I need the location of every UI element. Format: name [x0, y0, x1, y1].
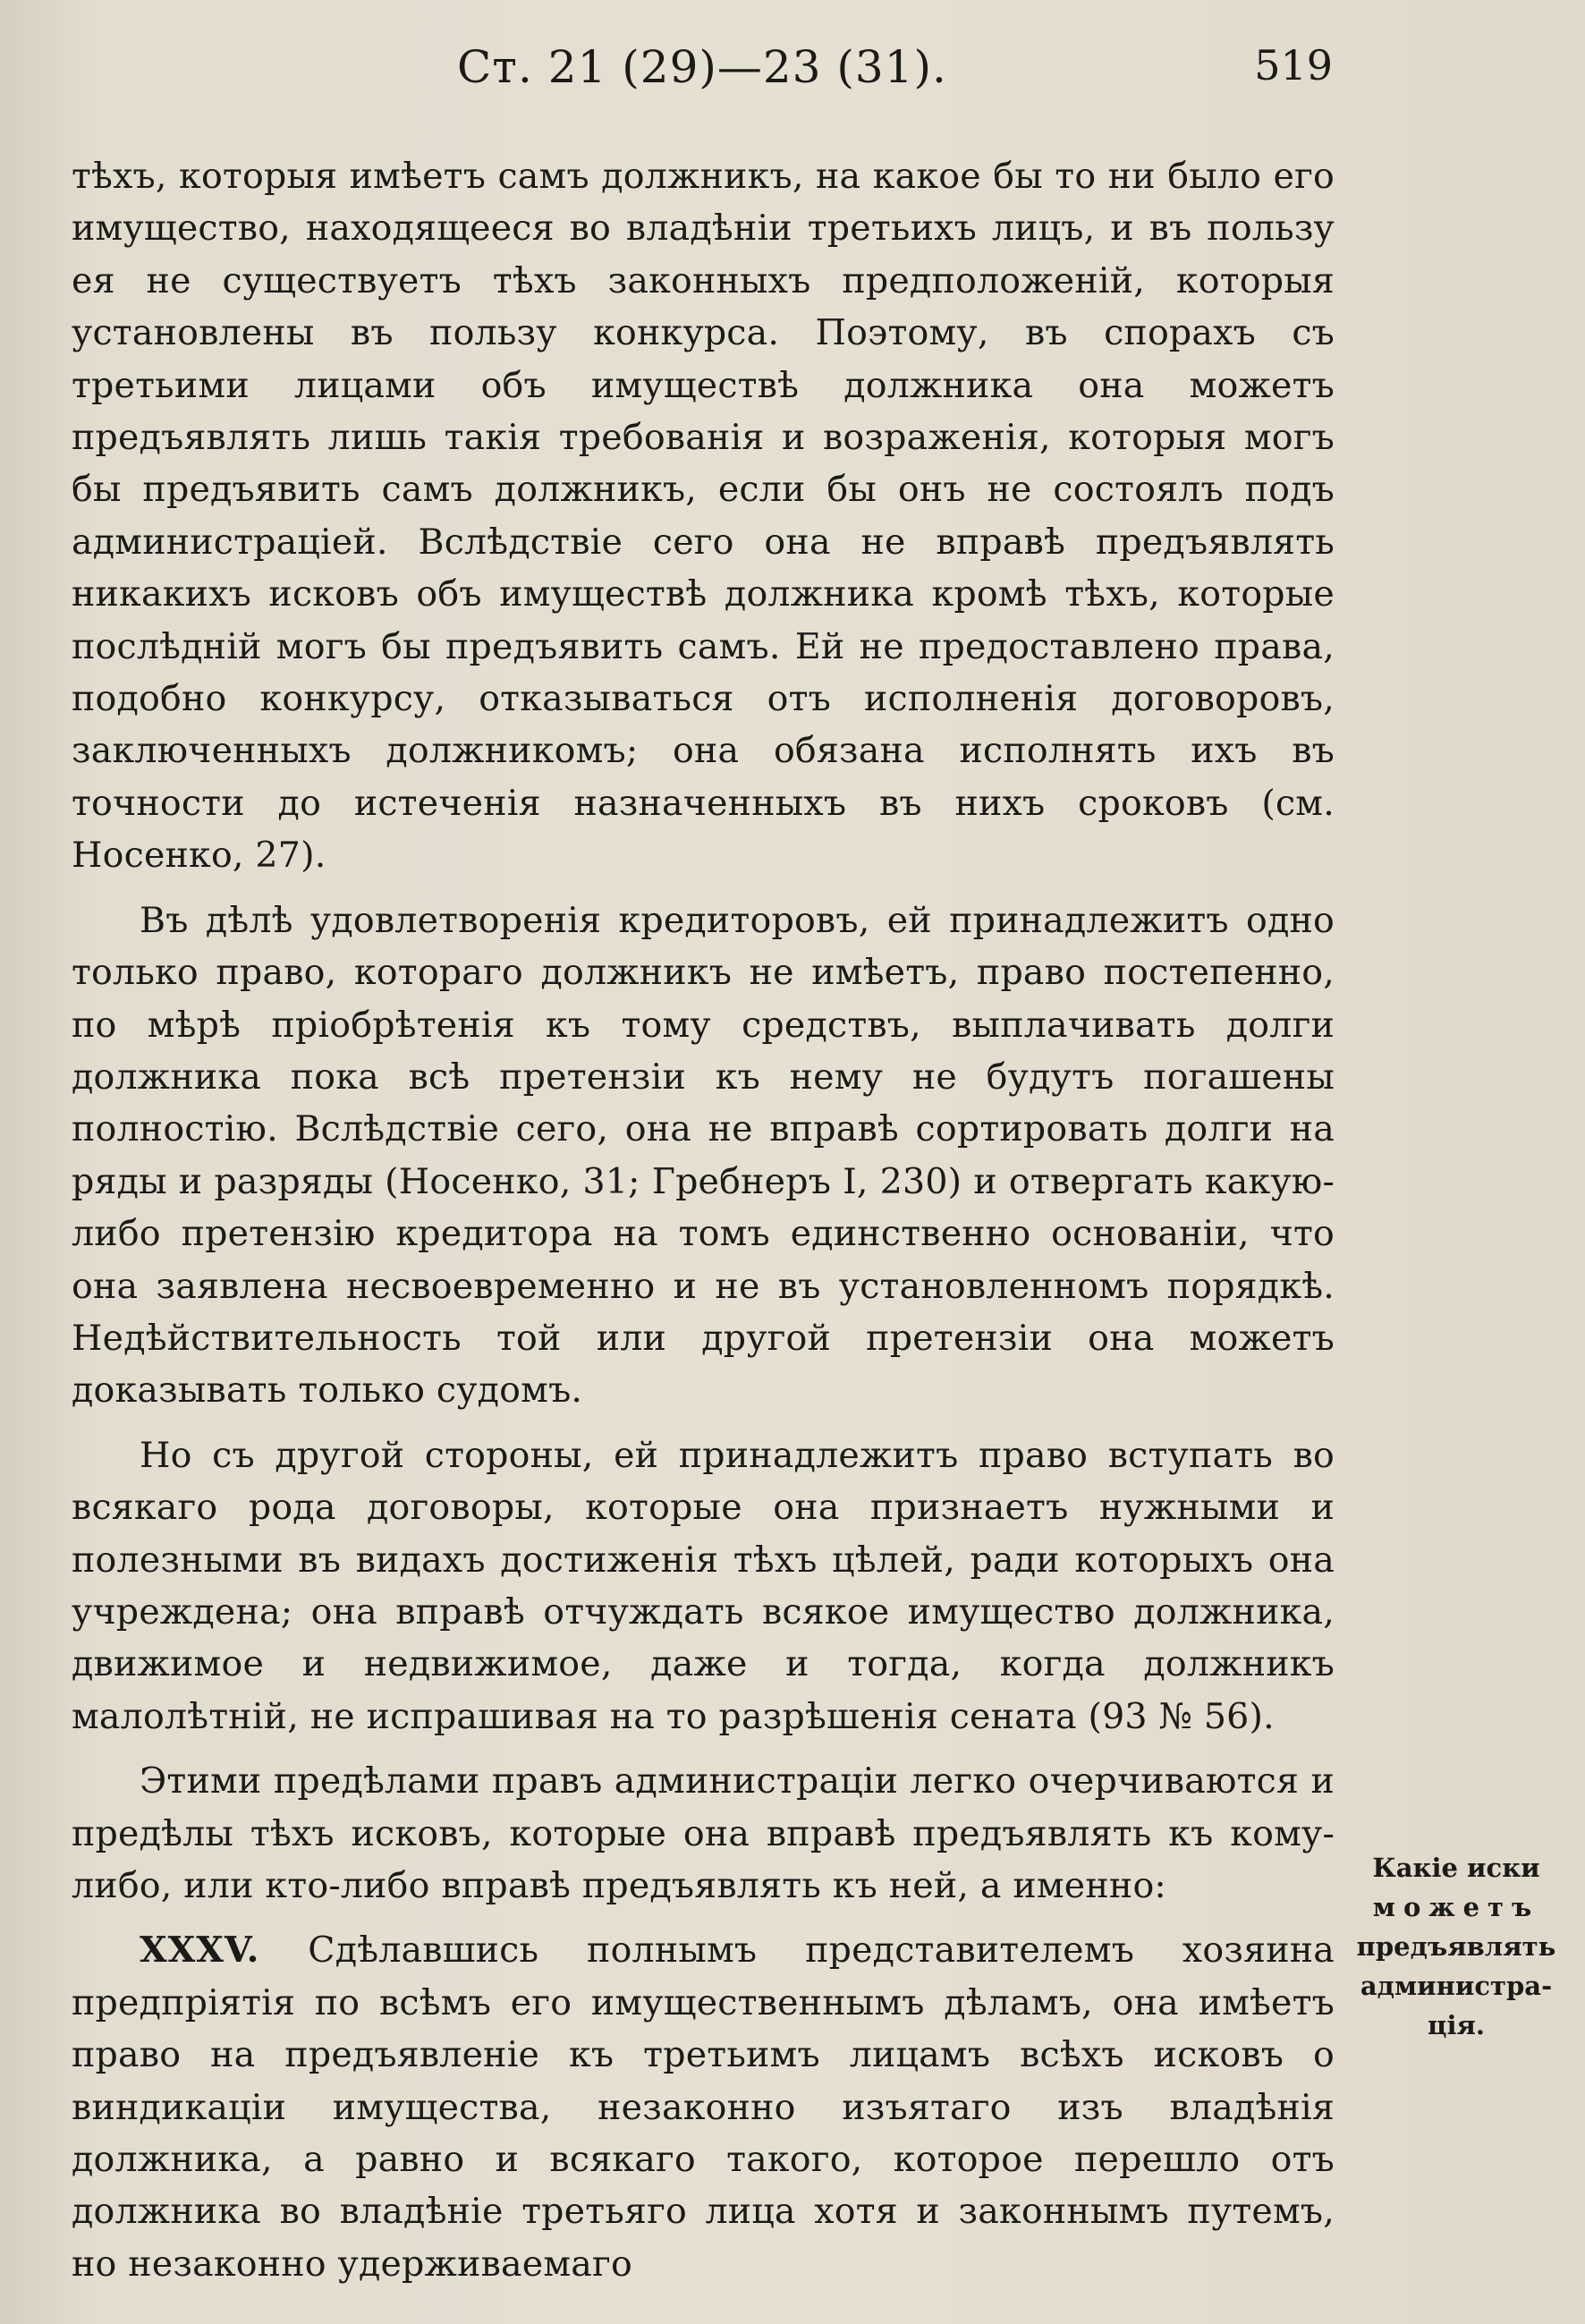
paragraph-2: Въ дѣлѣ удовлетворенія кредиторовъ, ей принадлежитъ одно только право, котораго должникъ не имѣетъ, право постепенно, по мѣрѣ пріобрѣтенія къ тому средствъ, выплачивать долги должника пока всѣ претензіи къ нему не будутъ погашены полностію. Вслѣдствіе сего, она не вправѣ сортировать долги на ряды и разряды (Носенко, 31; Гребнеръ I, 230) и отвергать какую-либо претензію кредитора на томъ единственно основаніи, что она заявлена несвоевременно и не въ установленномъ порядкѣ. Недѣйствительность той или другой претензіи она можетъ доказывать только судомъ.	[72, 899, 1335, 1412]
running-head	[72, 41, 1333, 104]
paragraph-4: Этими предѣлами правъ администраціи легко очерчиваются и предѣлы тѣхъ исковъ, которые она вправѣ предъявлять къ кому-либо, или кто-либо вправѣ предъявлять къ ней, а именно:	[72, 1760, 1335, 1906]
margin-note-line: Какіе иски	[1372, 1853, 1540, 1883]
paragraph-5	[72, 1924, 1335, 2290]
margin-note-line: можетъ	[1372, 1892, 1540, 1922]
body-text	[72, 150, 1335, 2290]
margin-note-line: предъявлять	[1356, 1931, 1556, 1962]
margin-note-line: ція.	[1428, 2010, 1485, 2040]
running-title: Ст. 21 (29)—23 (31).	[457, 41, 947, 93]
margin-note	[1352, 1848, 1560, 2045]
page-number: 519	[1254, 41, 1333, 89]
paragraph-3: Но съ другой стороны, ей принадлежитъ право вступать во всякаго рода договоры, которые она признаетъ нужными и полезными въ видахъ достиженія тѣхъ цѣлей, ради которыхъ она учреждена; она вправѣ отчуждать всякое имущество должника, движимое и недвижимое, даже и тогда, когда должникъ малолѣтній, не испрашивая на то разрѣшенія сената (93 № 56).	[72, 1434, 1335, 1737]
paragraph-1: тѣхъ, которыя имѣетъ самъ должникъ, на какое бы то ни было его имущество, находящееся во владѣніи третьихъ лицъ, и въ пользу ея не существуетъ тѣхъ законныхъ предположеній, которыя установлены въ пользу конкурса. Поэтому, въ спорахъ съ третьими лицами объ имуществѣ должника она можетъ предъявлять лишь такія требованія и возраженія, которыя могъ бы предъявить самъ должникъ, если бы онъ не состоялъ подъ администраціей. Вслѣдствіе сего она не вправѣ предъявлять никакихъ исковъ объ имуществѣ должника кромѣ тѣхъ, которые послѣдній могъ бы предъявить самъ. Ей не предоставлено права, подобно конкурсу, отказываться отъ исполненія договоровъ, заключенныхъ должникомъ; она обязана исполнять ихъ въ точности до истеченія назначенныхъ въ нихъ сроковъ (см. Носенко, 27).	[72, 156, 1335, 877]
margin-note-line: администра-	[1360, 1971, 1553, 2001]
paragraph-5-text: Сдѣлавшись полнымъ представителемъ хозяина предпріятія по всѣмъ его имущественнымъ дѣламъ, она имѣетъ право на предъявленіе къ третьимъ лицамъ всѣхъ исковъ о виндикаціи имущества, незаконно изъятаго изъ владѣнія должника, а равно и всякаго такого, которое перешло отъ должника во владѣніе третьяго лица хотя и законнымъ путемъ, но незаконно удерживаемаго	[72, 1930, 1335, 2285]
section-number: XXXV.	[140, 1930, 260, 1972]
